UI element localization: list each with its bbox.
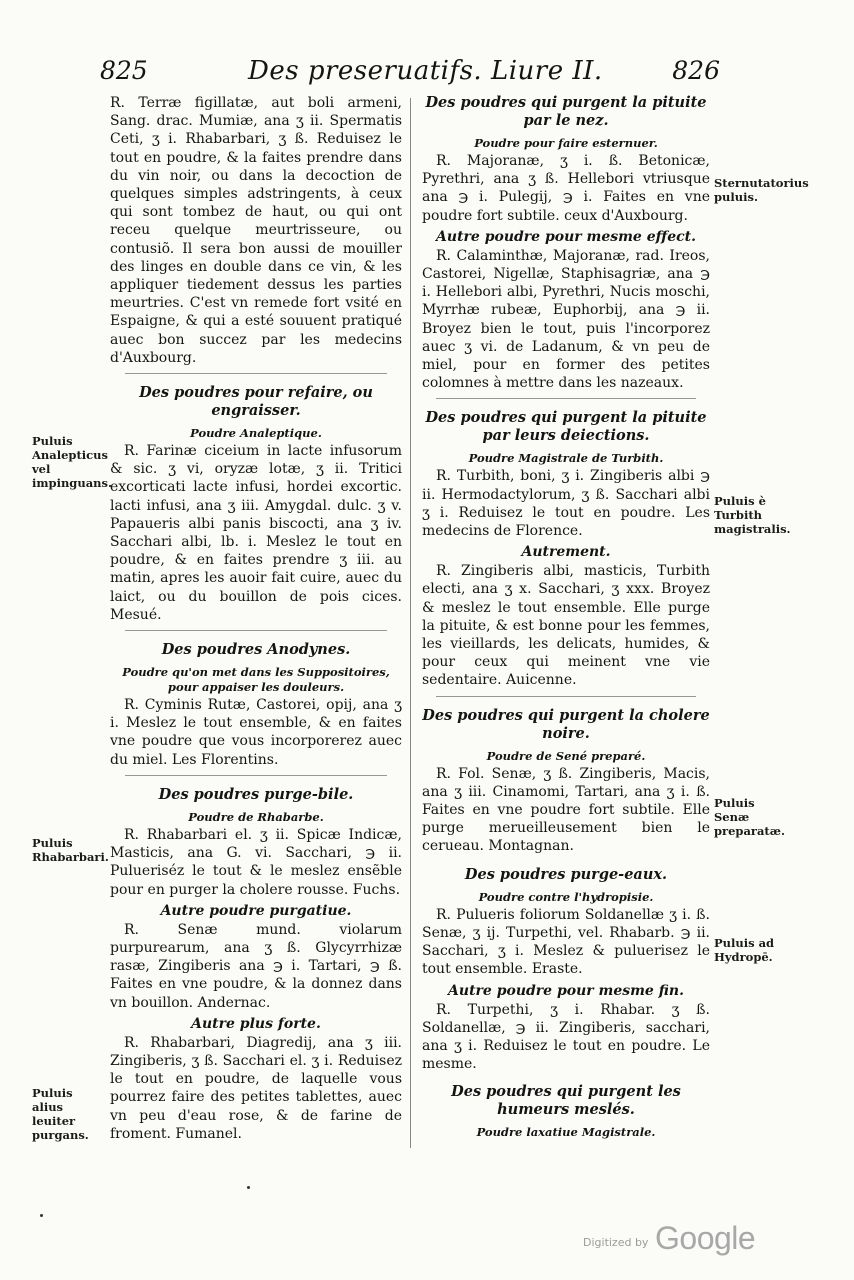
- section-rule: [125, 373, 388, 374]
- paragraph: R. Majoranæ, ʒ i. ß. Betonicæ, Pyrethri, ana ʒ ß. Hellebori vtriusque ana ℈ i. Pulegij, ℈ i. Faites en vne poudre fort subtile. ceux d'Auxbourg.: [422, 153, 710, 224]
- margin-note: Sternutatorius puluis.: [714, 176, 809, 204]
- right-column: [422, 94, 710, 1141]
- recipe-heading: Poudre de Rhabarbe.: [188, 809, 324, 824]
- section-rule: [436, 398, 695, 399]
- margin-note: Puluis Rhabarbari.: [32, 836, 109, 864]
- margin-note: Puluis Analepticus vel impinguans.: [32, 434, 113, 490]
- paragraph: R. Fol. Senæ, ʒ ß. Zingiberis, Macis, ana ʒ iii. Cinamomi, Tartari, ana ʒ i. ß. Faites en vne poudre fort subtile. Elle purge merueilleusement bien le cerueau. Montagnan.: [422, 765, 710, 855]
- paragraph: R. Rhabarbari, Diagredij, ana ʒ iii. Zingiberis, ʒ ß. Sacchari el. ʒ i. Reduisez le tout en poudre, de laquelle vous pourrez faire des petites tablettes, auec vn peu d'eau rose, & de farine de froment. Fumanel.: [110, 1034, 402, 1142]
- section-heading: Des poudres qui purgent la pituite par le nez.: [425, 94, 707, 129]
- paragraph: R. Turbith, boni, ʒ i. Zingiberis albi ℈ ii. Hermodactylorum, ʒ ß. Sacchari albi ʒ i. Reduisez le tout en poudre. Les medecins de Florence.: [422, 468, 710, 540]
- recipe-heading: Poudre de Sené preparé.: [486, 748, 646, 763]
- section-heading: Des poudres qui purgent la cholere noire.: [422, 706, 710, 742]
- column-divider: [410, 98, 411, 1148]
- paragraph: R. Pulueris foliorum Soldanellæ ʒ i. ß. Senæ, ʒ ij. Turpethi, vel. Rhabarb. ℈ ii. Sacchari, ʒ i. Meslez & puluerisez le tout ensemble. Eraste.: [422, 906, 710, 978]
- recipe-heading: Autre poudre purgatiue.: [160, 902, 352, 919]
- recipe-heading: Poudre Magistrale de Turbith.: [468, 451, 664, 466]
- google-logo: Google: [655, 1220, 756, 1256]
- paragraph: R. Cyminis Rutæ, Castorei, opij, ana ʒ i. Meslez le tout ensemble, & en faites vne poudre que vous incorporerez auec du miel. Les Florentins.: [110, 697, 402, 768]
- section-rule: [436, 696, 695, 697]
- paragraph: R. Calaminthæ, Majoranæ, rad. Ireos, Castorei, Nigellæ, Staphisagriæ, ana ℈ i. Hellebori albi, Pyrethri, Nucis moschi, Myrrhæ rubeæ, Euphorbij, ana ℈ ii. Broyez bien le tout, puis l'incorporez auec ʒ vi. de Ladanum, & vn peu de miel, pour en former des petites colomnes à mettre dans les nazeaux.: [422, 247, 710, 392]
- recipe-heading: Poudre laxatiue Magistrale.: [476, 1125, 656, 1140]
- page-number-left: 825: [100, 56, 148, 85]
- paragraph: R. Zingiberis albi, masticis, Turbith electi, ana ʒ x. Sacchari, ʒ xxx. Broyez & meslez le tout ensemble. Elle purge la pituite, & est bonne pour les femmes, les vieillards, les delicats, humides, & pour ceux qui meinent vne vie sedentaire. Auicenne.: [422, 563, 710, 689]
- digitized-footer: [583, 1222, 763, 1262]
- recipe-heading: Poudre contre l'hydropisie.: [478, 889, 654, 904]
- ink-speck: [247, 1186, 250, 1189]
- left-column: [110, 94, 402, 1143]
- paragraph: R. Farinæ ciceium in lacte infusorum & sic. ʒ vi, oryzæ lotæ, ʒ ii. Tritici excorticati lacte infusi, hordei excortic. lacti infusi, ana ʒ iii. Amygdal. dulc. ʒ v. Papaueris albi panis biscocti, ana ʒ iv. Sacchari albi, lb. i. Meslez le tout en poudre, & en faites prendre ʒ iii. au matin, apres les auoir fait cuire, auec du laict, ou du bouillon de pois cices. Mesué.: [110, 443, 402, 623]
- section-heading: Des poudres qui purgent la pituite par leurs deiections.: [425, 409, 707, 445]
- paragraph: R. Rhabarbari el. ʒ ii. Spicæ Indicæ, Masticis, ana G. vi. Sacchari, ℈ ii. Pulueriséz le tout & le meslez ensẽble pour en purger la cholere rousse. Fuchs.: [110, 826, 402, 898]
- section-heading: Des poudres qui purgent les humeurs meslés.: [451, 1083, 681, 1119]
- section-rule: [125, 630, 388, 631]
- margin-note: Puluis alius leuiter purgans.: [32, 1086, 89, 1142]
- ink-speck: [40, 1214, 43, 1217]
- recipe-heading: Autrement.: [521, 544, 611, 561]
- margin-note: Puluis ad Hydropē.: [714, 936, 775, 964]
- section-heading: Des poudres purge-eaux.: [464, 865, 668, 883]
- recipe-heading: Poudre Analeptique.: [190, 426, 322, 441]
- section-heading: Des poudres pour refaire, ou engraisser.: [139, 384, 373, 420]
- running-header: [100, 56, 720, 90]
- recipe-heading: Autre poudre pour mesme effect.: [436, 228, 696, 245]
- section-heading: Des poudres purge-bile.: [158, 785, 354, 803]
- margin-note: Puluis Senæ preparatæ.: [714, 796, 785, 838]
- digitized-label: Digitized by: [583, 1236, 649, 1249]
- paragraph: R. Senæ mund. violarum purpurearum, ana ʒ ß. Glycyrrhizæ rasæ, Zingiberis ana ℈ i. Tartari, ℈ ß. Faites en vne poudre, & la donnez dans vn bouillon. Andernac.: [110, 921, 402, 1011]
- recipe-heading: Poudre qu'on met dans les Suppositoires, pour appaiser les douleurs.: [122, 665, 390, 695]
- paragraph: R. Turpethi, ʒ i. Rhabar. ʒ ß. Soldanellæ, ℈ ii. Zingiberis, sacchari, ana ʒ i. Reduisez le tout en poudre. Le mesme.: [422, 1001, 710, 1073]
- recipe-heading: Poudre pour faire esternuer.: [474, 136, 658, 150]
- section-rule: [125, 775, 388, 776]
- margin-note: Puluis è Turbith magistralis.: [714, 494, 791, 536]
- recipe-heading: Autre plus forte.: [191, 1015, 321, 1032]
- running-title: Des preseruatifs. Liure II.: [248, 56, 603, 86]
- page-number-right: 826: [672, 56, 720, 85]
- section-heading: Des poudres Anodynes.: [161, 641, 351, 659]
- paragraph: R. Terræ figillatæ, aut boli armeni, Sang. drac. Mumiæ, ana ʒ ii. Spermatis Ceti, ʒ i. Rhabarbari, ʒ ß. Reduisez le tout en poudre, & la faites prendre dans du vin noir, ou dans la decoction de quelques simples adstringents, à ceux qui sont tombez de haut, ou qui ont receu quelque meurtrisseure, ou contusiõ. Il sera bon aussi de mouiller des linges en double dans ce vin, & les appliquer tiedement dessus les parties meurtries. C'est vn remede fort vsité en Espaigne, & qui a esté souuent pratiqué auec bon succez par les medecins d'Auxbourg.: [110, 95, 402, 366]
- recipe-heading: Autre poudre pour mesme fin.: [448, 982, 684, 999]
